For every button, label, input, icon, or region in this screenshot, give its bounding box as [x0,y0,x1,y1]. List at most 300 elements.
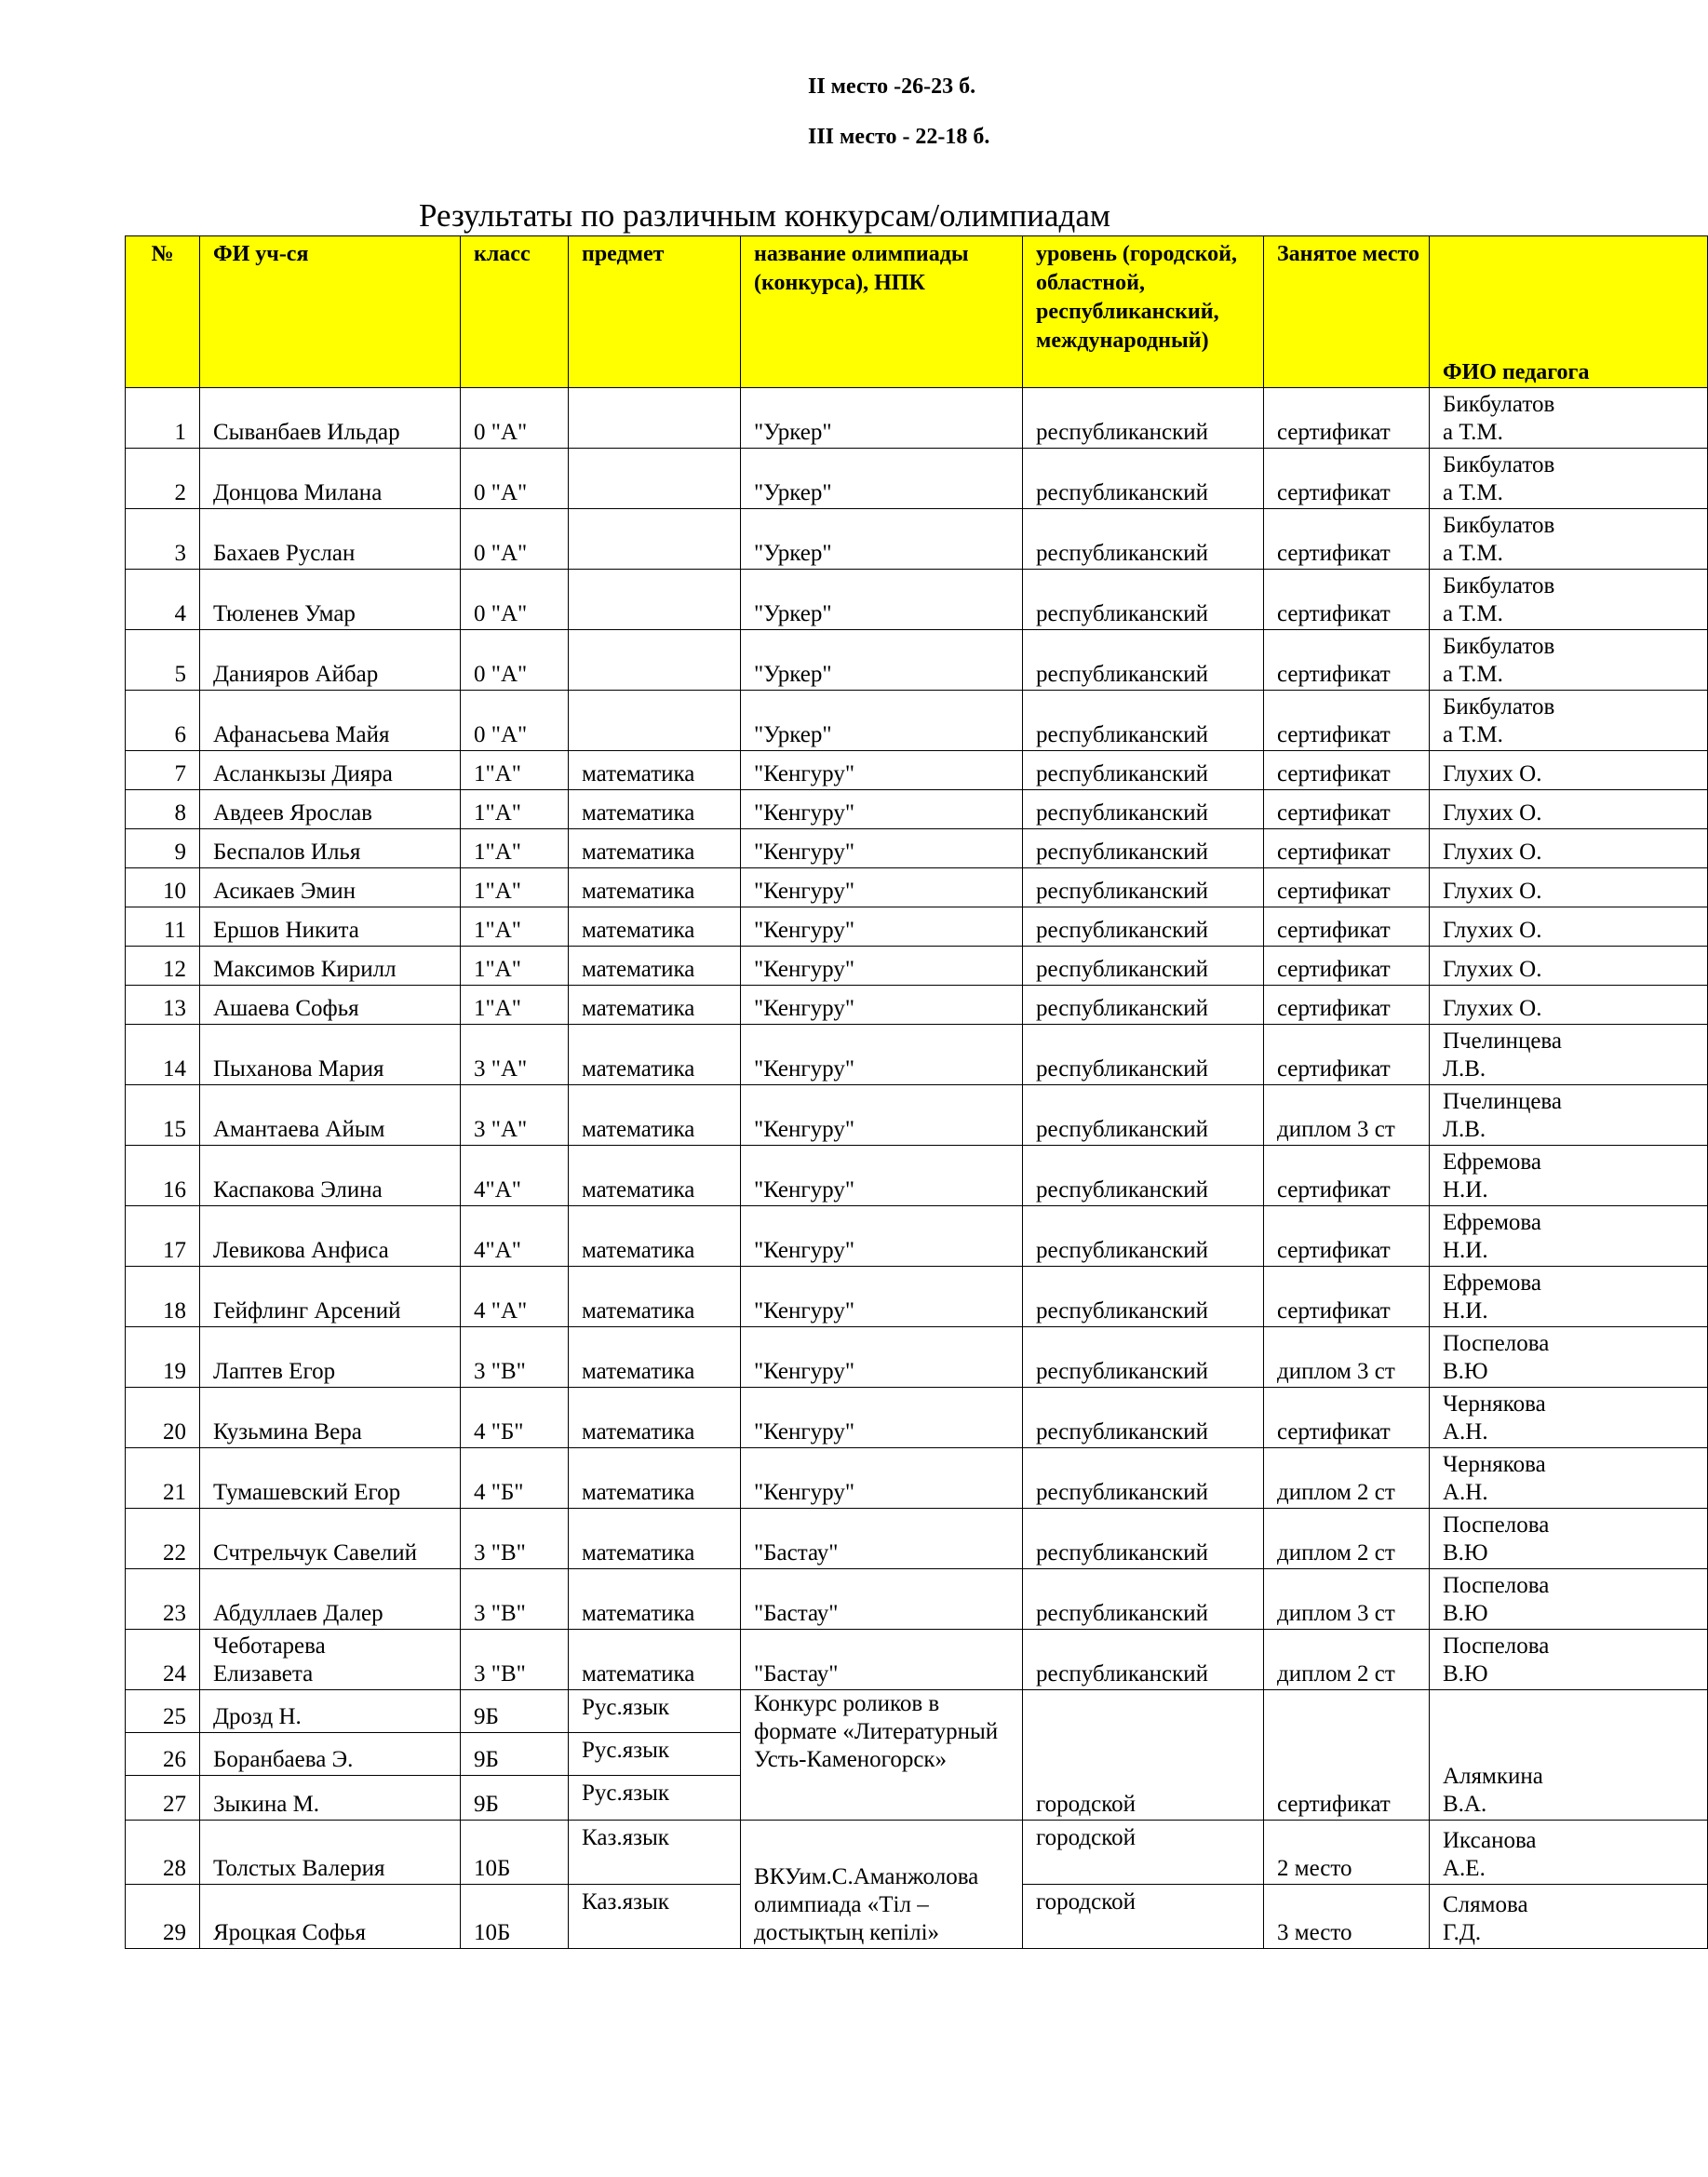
row-class: 3 "А" [461,1085,569,1146]
row-place: сертификат [1264,1025,1430,1085]
teacher-line-1: Глухих О. [1443,918,1542,943]
page-title: Результаты по различным конкурсам/олимпиадам [419,197,1111,234]
teacher-line-1: Чернякова [1443,1391,1546,1417]
row-contest: "Бастау" [741,1569,1023,1630]
teacher-line-1: Глухих О. [1443,879,1542,904]
row-teacher [1430,1206,1708,1267]
row-num: 13 [126,986,200,1025]
teacher-line-1: Ефремова [1443,1270,1541,1296]
teacher-line-1: Иксанова [1443,1828,1537,1853]
row-name: Асикаев Эмин [200,868,461,907]
row-name: Амантаева Айым [200,1085,461,1146]
row-name: Левикова Анфиса [200,1206,461,1267]
row-contest: "Кенгуру" [741,986,1023,1025]
row-name: Сыванбаев Ильдар [200,388,461,449]
row-num: 14 [126,1025,200,1085]
row-class: 10Б [461,1885,569,1949]
col-header-class: класс [461,236,569,388]
teacher-line-2: Г.Д. [1443,1920,1482,1945]
teacher-line-2: Л.В. [1443,1056,1486,1082]
row-num: 20 [126,1388,200,1448]
row-contest: "Кенгуру" [741,907,1023,947]
row-num: 24 [126,1630,200,1690]
row-place: диплом 3 ст [1264,1327,1430,1388]
row-level: республиканский [1023,986,1264,1025]
row-name: Бахаев Руслан [200,509,461,570]
row-level: республиканский [1023,1569,1264,1630]
row-num: 4 [126,570,200,630]
row-place: диплом 2 ст [1264,1509,1430,1569]
row-level: республиканский [1023,570,1264,630]
row-num: 27 [126,1776,200,1821]
table-row [126,1509,1708,1569]
row-place: диплом 2 ст [1264,1448,1430,1509]
table-row [126,1146,1708,1206]
teacher-line-2: А.Н. [1443,1419,1488,1445]
row-teacher [1430,1885,1708,1949]
teacher-line-1: Пчелинцева [1443,1028,1563,1054]
row-num: 16 [126,1146,200,1206]
row-level: республиканский [1023,1085,1264,1146]
row-name: Ашаева Софья [200,986,461,1025]
row-subject: математика [569,751,741,790]
row-level: республиканский [1023,1267,1264,1327]
row-num: 19 [126,1327,200,1388]
row-class: 1"А" [461,790,569,829]
row-level: городской [1023,1885,1264,1949]
teacher-line-1: Поспелова [1443,1573,1550,1598]
row-teacher [1430,986,1708,1025]
teacher-line-1: Глухих О. [1443,800,1542,826]
row-class: 3 "В" [461,1630,569,1690]
row-class: 1"А" [461,986,569,1025]
teacher-line-2: А.Е. [1443,1856,1486,1881]
row-teacher [1430,1085,1708,1146]
row-class: 9Б [461,1776,569,1821]
col-header-subject: предмет [569,236,741,388]
teacher-line-2: а Т.М. [1443,662,1503,687]
row-place: диплом 2 ст [1264,1630,1430,1690]
row-level: республиканский [1023,1327,1264,1388]
table-row [126,907,1708,947]
row-place: сертификат [1264,986,1430,1025]
row-level: республиканский [1023,509,1264,570]
teacher-line-2: а Т.М. [1443,722,1503,747]
row-subject: математика [569,907,741,947]
results-table-container [125,235,1590,1948]
teacher-line-2: В.А. [1443,1792,1487,1817]
row-teacher [1430,1448,1708,1509]
table-row [126,1267,1708,1327]
row-teacher [1430,1509,1708,1569]
row-num: 10 [126,868,200,907]
row-subject: Рус.язык [569,1733,741,1776]
row-num: 1 [126,388,200,449]
row-name: Каспакова Элина [200,1146,461,1206]
row-subject: математика [569,1206,741,1267]
name-line-2: Елизавета [213,1661,314,1687]
col-header-num: № [126,236,200,388]
row-name: Яроцкая Софья [200,1885,461,1949]
row-num: 21 [126,1448,200,1509]
table-row [126,1327,1708,1388]
teacher-line-2: В.Ю [1443,1601,1488,1626]
row-name: Асланкызы Дияра [200,751,461,790]
row-contest: "Кенгуру" [741,1146,1023,1206]
row-subject: математика [569,1388,741,1448]
col-header-level: уровень (городской, областной, республиканский, международный) [1023,236,1264,388]
row-subject [569,630,741,691]
teacher-line-1: Глухих О. [1443,840,1542,865]
row-name: Счтрельчук Савелий [200,1509,461,1569]
row-subject: математика [569,1569,741,1630]
teacher-line-1: Глухих О. [1443,996,1542,1021]
row-teacher [1430,1025,1708,1085]
col-header-contest: название олимпиады (конкурса), НПК [741,236,1023,388]
row-subject: математика [569,868,741,907]
row-place: сертификат [1264,829,1430,868]
row-name: Абдуллаев Далер [200,1569,461,1630]
col-header-name: ФИ уч-ся [200,236,461,388]
row-subject: Рус.язык [569,1690,741,1733]
teacher-line-1: Бикбулатов [1443,513,1555,538]
row-num: 6 [126,691,200,751]
table-row [126,1569,1708,1630]
row-teacher [1430,509,1708,570]
row-teacher [1430,449,1708,509]
teacher-line-1: Бикбулатов [1443,452,1555,477]
row-place: сертификат [1264,947,1430,986]
table-row [126,1025,1708,1085]
teacher-line-2: а Т.М. [1443,541,1503,566]
row-name: Максимов Кирилл [200,947,461,986]
row-subject: математика [569,947,741,986]
table-row [126,570,1708,630]
teacher-line-1: Ефремова [1443,1210,1541,1235]
row-name: Тюленев Умар [200,570,461,630]
row-teacher [1430,691,1708,751]
row-place: сертификат [1264,449,1430,509]
row-class: 1"А" [461,751,569,790]
row-contest: "Уркер" [741,509,1023,570]
row-teacher [1430,630,1708,691]
row-class: 4 "Б" [461,1448,569,1509]
teacher-line-1: Поспелова [1443,1512,1550,1538]
row-contest: "Кенгуру" [741,751,1023,790]
row-teacher [1430,907,1708,947]
row-teacher [1430,1821,1708,1885]
row-teacher [1430,751,1708,790]
row-place: сертификат [1264,1690,1430,1821]
teacher-line-2: В.Ю [1443,1540,1488,1566]
row-num: 18 [126,1267,200,1327]
row-num: 9 [126,829,200,868]
table-row [126,388,1708,449]
header-line-2: III место - 22-18 б. [808,125,990,149]
row-class: 9Б [461,1690,569,1733]
row-num: 23 [126,1569,200,1630]
row-num: 11 [126,907,200,947]
teacher-line-1: Слямова [1443,1892,1528,1917]
row-contest: "Кенгуру" [741,790,1023,829]
row-subject: математика [569,1630,741,1690]
row-subject: математика [569,1085,741,1146]
row-level: республиканский [1023,1206,1264,1267]
row-place: сертификат [1264,509,1430,570]
row-subject: математика [569,1267,741,1327]
row-level: республиканский [1023,1146,1264,1206]
row-place: сертификат [1264,790,1430,829]
row-teacher [1430,829,1708,868]
row-place: сертификат [1264,1146,1430,1206]
row-name: Гейфлинг Арсений [200,1267,461,1327]
row-contest: "Бастау" [741,1630,1023,1690]
row-subject: математика [569,1327,741,1388]
row-subject [569,691,741,751]
row-teacher [1430,388,1708,449]
row-contest: "Кенгуру" [741,829,1023,868]
row-place: 3 место [1264,1885,1430,1949]
row-contest: "Уркер" [741,630,1023,691]
row-name: Пыханова Мария [200,1025,461,1085]
row-subject: математика [569,790,741,829]
teacher-line-1: Бикбулатов [1443,573,1555,598]
row-teacher [1430,790,1708,829]
row-num: 22 [126,1509,200,1569]
row-class: 3 "В" [461,1327,569,1388]
row-class: 9Б [461,1733,569,1776]
row-place: диплом 3 ст [1264,1569,1430,1630]
row-num: 2 [126,449,200,509]
teacher-line-2: а Т.М. [1443,601,1503,626]
row-num: 7 [126,751,200,790]
row-num: 5 [126,630,200,691]
row-contest: "Уркер" [741,449,1023,509]
table-row [126,986,1708,1025]
row-level: республиканский [1023,947,1264,986]
row-level: республиканский [1023,388,1264,449]
row-contest: "Кенгуру" [741,868,1023,907]
table-row [126,1690,1708,1733]
row-name: Авдеев Ярослав [200,790,461,829]
row-level: республиканский [1023,790,1264,829]
col-header-place: Занятое место [1264,236,1430,388]
name-line-1: Чеботарева [213,1633,326,1659]
results-table [125,235,1708,1949]
table-row [126,947,1708,986]
table-row [126,691,1708,751]
row-name: Ершов Никита [200,907,461,947]
row-level: республиканский [1023,829,1264,868]
row-contest: ВКУим.С.Аманжолова олимпиада «Тіл – достықтың кепілі» [741,1821,1023,1949]
row-place: сертификат [1264,1267,1430,1327]
teacher-line-1: Алямкина [1443,1764,1543,1789]
row-subject [569,449,741,509]
teacher-line-1: Поспелова [1443,1633,1550,1659]
teacher-line-1: Глухих О. [1443,761,1542,786]
row-num: 17 [126,1206,200,1267]
row-class: 1"А" [461,907,569,947]
row-contest: "Кенгуру" [741,1025,1023,1085]
table-row [126,1630,1708,1690]
row-place: сертификат [1264,751,1430,790]
row-contest: "Кенгуру" [741,1206,1023,1267]
row-contest: "Уркер" [741,388,1023,449]
row-num: 29 [126,1885,200,1949]
row-subject [569,570,741,630]
row-name: Кузьмина Вера [200,1388,461,1448]
row-class: 0 "А" [461,691,569,751]
row-num: 12 [126,947,200,986]
row-contest: Конкурс роликов в формате «Литературный Усть-Каменогорск» [741,1690,1023,1821]
table-row [126,449,1708,509]
row-level: республиканский [1023,1509,1264,1569]
row-name: Дрозд Н. [200,1690,461,1733]
row-class: 4 "А" [461,1267,569,1327]
row-class: 4"А" [461,1146,569,1206]
table-row [126,1085,1708,1146]
teacher-line-2: Н.И. [1443,1238,1488,1263]
row-name: Лаптев Егор [200,1327,461,1388]
row-class: 0 "А" [461,388,569,449]
teacher-line-2: А.Н. [1443,1480,1488,1505]
row-teacher [1430,1569,1708,1630]
row-name: Толстых Валерия [200,1821,461,1885]
row-subject [569,509,741,570]
teacher-line-2: Л.В. [1443,1117,1486,1142]
row-level: республиканский [1023,1448,1264,1509]
row-subject: Каз.язык [569,1885,741,1949]
row-name: Боранбаева Э. [200,1733,461,1776]
row-class: 10Б [461,1821,569,1885]
row-class: 1"А" [461,868,569,907]
table-row [126,790,1708,829]
row-subject: математика [569,1509,741,1569]
row-class: 1"А" [461,947,569,986]
row-name [200,1630,461,1690]
row-contest: "Уркер" [741,691,1023,751]
row-subject: Рус.язык [569,1776,741,1821]
row-num: 8 [126,790,200,829]
row-class: 4 "Б" [461,1388,569,1448]
row-subject: математика [569,1146,741,1206]
row-teacher [1430,570,1708,630]
table-row [126,1448,1708,1509]
teacher-line-1: Глухих О. [1443,957,1542,982]
row-subject: Каз.язык [569,1821,741,1885]
teacher-line-1: Поспелова [1443,1331,1550,1356]
teacher-line-1: Чернякова [1443,1452,1546,1477]
col-header-teacher: ФИО педагога [1430,236,1708,388]
row-class: 0 "А" [461,630,569,691]
row-subject: математика [569,1448,741,1509]
row-num: 3 [126,509,200,570]
row-level: республиканский [1023,868,1264,907]
table-row [126,868,1708,907]
teacher-line-1: Пчелинцева [1443,1089,1563,1114]
table-row [126,751,1708,790]
table-row [126,1388,1708,1448]
row-contest: "Кенгуру" [741,947,1023,986]
teacher-line-1: Ефремова [1443,1149,1541,1175]
row-teacher [1430,1388,1708,1448]
row-place: сертификат [1264,868,1430,907]
row-class: 3 "В" [461,1569,569,1630]
row-teacher [1430,1267,1708,1327]
row-place: диплом 3 ст [1264,1085,1430,1146]
row-name: Донцова Милана [200,449,461,509]
table-row [126,1206,1708,1267]
row-teacher [1430,1146,1708,1206]
row-level: республиканский [1023,691,1264,751]
row-contest: "Бастау" [741,1509,1023,1569]
header-line-1: II место -26-23 б. [808,74,976,99]
table-row [126,509,1708,570]
row-class: 0 "А" [461,509,569,570]
row-place: сертификат [1264,1388,1430,1448]
teacher-line-2: Н.И. [1443,1177,1488,1203]
teacher-line-2: В.Ю [1443,1359,1488,1384]
teacher-line-2: а Т.М. [1443,420,1503,445]
row-place: сертификат [1264,691,1430,751]
row-name: Беспалов Илья [200,829,461,868]
header-row [126,236,1708,388]
row-class: 0 "А" [461,570,569,630]
row-name: Тумашевский Егор [200,1448,461,1509]
row-name: Данияров Айбар [200,630,461,691]
row-subject: математика [569,986,741,1025]
table-row [126,630,1708,691]
row-place: сертификат [1264,388,1430,449]
row-num: 28 [126,1821,200,1885]
row-num: 26 [126,1733,200,1776]
row-level: республиканский [1023,449,1264,509]
row-place: 2 место [1264,1821,1430,1885]
row-name: Зыкина М. [200,1776,461,1821]
row-subject [569,388,741,449]
row-num: 15 [126,1085,200,1146]
row-class: 0 "А" [461,449,569,509]
row-class: 3 "А" [461,1025,569,1085]
row-contest: "Кенгуру" [741,1448,1023,1509]
row-contest: "Уркер" [741,570,1023,630]
teacher-line-1: Бикбулатов [1443,392,1555,417]
row-teacher [1430,868,1708,907]
row-contest: "Кенгуру" [741,1388,1023,1448]
row-contest: "Кенгуру" [741,1085,1023,1146]
row-teacher [1430,947,1708,986]
row-place: сертификат [1264,630,1430,691]
teacher-line-2: а Т.М. [1443,480,1503,505]
row-class: 1"А" [461,829,569,868]
teacher-line-1: Бикбулатов [1443,694,1555,719]
row-place: сертификат [1264,570,1430,630]
teacher-line-2: В.Ю [1443,1661,1488,1687]
table-row [126,1821,1708,1885]
row-name: Афанасьева Майя [200,691,461,751]
row-level: городской [1023,1690,1264,1821]
row-subject: математика [569,1025,741,1085]
teacher-line-1: Бикбулатов [1443,634,1555,659]
row-level: республиканский [1023,1630,1264,1690]
row-level: республиканский [1023,1025,1264,1085]
row-place: сертификат [1264,907,1430,947]
row-contest: "Кенгуру" [741,1267,1023,1327]
row-level: республиканский [1023,630,1264,691]
row-class: 4"А" [461,1206,569,1267]
row-teacher [1430,1327,1708,1388]
row-teacher [1430,1690,1708,1821]
